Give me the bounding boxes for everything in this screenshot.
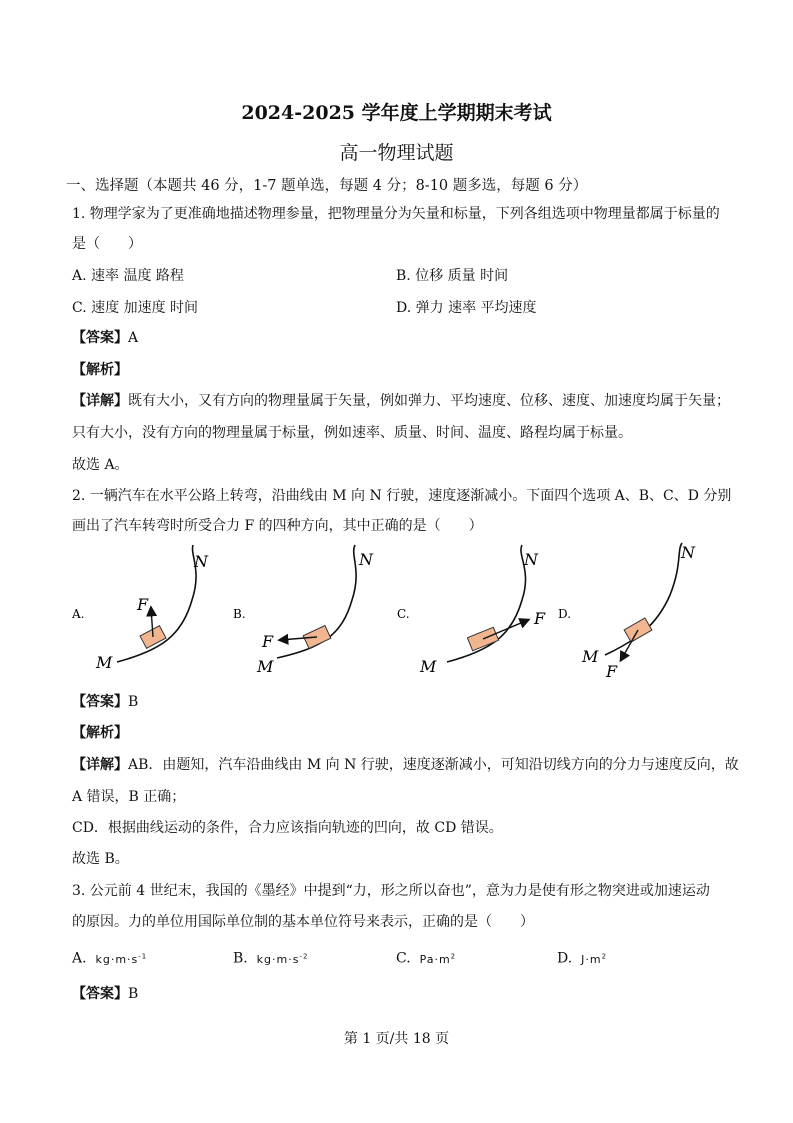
- answer-value: B: [128, 694, 139, 710]
- option-label: C.: [396, 950, 411, 967]
- detail-tag: 【详解】: [72, 757, 128, 773]
- option-label: B.: [233, 950, 248, 967]
- unit-exponent: -2: [299, 952, 309, 960]
- unit-expression: [581, 953, 607, 966]
- point-n: N: [359, 550, 373, 569]
- unit-base: J·m: [581, 952, 602, 966]
- unit-exponent: -1: [138, 952, 148, 960]
- force-label: F: [262, 632, 274, 651]
- answer-value: A: [128, 330, 139, 346]
- diagram-option-a: [72, 545, 209, 672]
- unit-expression: [420, 953, 457, 966]
- point-m: M: [582, 647, 599, 666]
- answer-tag: 【答案】: [72, 694, 128, 710]
- unit-base: Pa·m: [419, 952, 451, 966]
- option-label-c: C.: [397, 607, 410, 621]
- point-n: N: [524, 550, 538, 569]
- force-label: F: [606, 662, 618, 681]
- point-m: M: [257, 657, 274, 676]
- q3-option-a: [72, 946, 147, 970]
- section-heading: 一、选择题（本题共 46 分，1-7 题单选，每题 4 分；8-10 题多选，每题 6 分）: [66, 178, 588, 194]
- q2-conclusion: 故选 B。: [72, 851, 129, 867]
- q1-option-b: B. 位移 质量 时间: [396, 268, 509, 284]
- option-label-b: B.: [233, 607, 246, 621]
- q2-detail-line1: [72, 755, 739, 775]
- answer-tag: 【答案】: [72, 330, 128, 346]
- q1-analysis-tag: [72, 360, 128, 380]
- detail-tag: 【详解】: [72, 393, 128, 409]
- unit-exponent: 2: [450, 952, 457, 960]
- q1-option-a: A. 速率 温度 路程: [72, 268, 184, 284]
- q3-option-d: [557, 946, 607, 970]
- analysis-tag: 【解析】: [72, 362, 128, 378]
- diagram-option-c: [397, 545, 546, 676]
- diagram-option-d: [558, 543, 696, 681]
- unit-expression: [95, 953, 147, 966]
- force-label: F: [534, 609, 546, 628]
- q3-stem-line1: 3. 公元前 4 世纪末，我国的《墨经》中提到“力，形之所以奋也”，意为力是使有形之物突进或加速运动: [72, 883, 710, 899]
- q2-detail-line3: CD．根据曲线运动的条件，合力应该指向轨迹的凹向，故 CD 错误。: [72, 820, 503, 836]
- q3-stem-line2: 的原因。力的单位用国际单位制的基本单位符号来表示，正确的是（ ）: [72, 914, 534, 930]
- q1-stem-line1: 1. 物理学家为了更准确地描述物理参量，把物理量分为矢量和标量，下列各组选项中物理量都属于标量的: [72, 206, 720, 222]
- q2-diagram: [72, 540, 722, 690]
- q2-analysis-tag: [72, 723, 128, 743]
- q1-option-d: D. 弹力 速率 平均速度: [396, 300, 537, 316]
- trajectory-curve: [117, 545, 196, 662]
- point-m: M: [420, 657, 437, 676]
- q3-answer: [72, 984, 138, 1004]
- q2-detail-line2: A 错误，B 正确；: [72, 789, 186, 805]
- trajectory-curve: [605, 543, 682, 655]
- q2-answer: [72, 692, 138, 712]
- q1-detail-line1: [72, 391, 730, 411]
- q2-stem-line1: 2. 一辆汽车在水平公路上转弯，沿曲线由 M 向 N 行驶，速度逐渐减小。下面四个选项 A、B、C、D 分别: [72, 488, 732, 504]
- analysis-tag: 【解析】: [72, 725, 128, 741]
- option-label-a: A.: [72, 607, 85, 621]
- q3-option-c: [396, 946, 456, 970]
- q1-detail-line2: 只有大小，没有方向的物理量属于标量，例如速率、质量、时间、温度、路程均属于标量。: [72, 425, 632, 441]
- point-n: N: [194, 552, 208, 571]
- option-label: D.: [557, 950, 573, 967]
- exam-subtitle: 高一物理试题: [339, 142, 454, 164]
- option-label-d: D.: [558, 607, 572, 621]
- q2-stem-line2: 画出了汽车转弯时所受合力 F 的四种方向，其中正确的是（ ）: [72, 518, 483, 534]
- page-footer: 第 1 页/共 18 页: [343, 1031, 450, 1047]
- unit-exponent: 2: [601, 952, 608, 960]
- q1-answer: [72, 328, 138, 348]
- q1-option-c: C. 速度 加速度 时间: [72, 300, 199, 316]
- q2-diagram-svg: [72, 540, 722, 690]
- q1-conclusion: 故选 A。: [72, 457, 129, 473]
- point-n: N: [681, 543, 695, 562]
- option-label: A.: [72, 950, 87, 967]
- detail-text: AB．由题知，汽车沿曲线由 M 向 N 行驶，速度逐渐减小，可知沿切线方向的分力与速度反向，故: [128, 757, 739, 773]
- q1-stem-line2: 是（ ）: [72, 236, 142, 252]
- q3-option-b: [233, 946, 308, 970]
- diagram-option-b: [233, 545, 374, 676]
- unit-expression: [257, 953, 309, 966]
- detail-text: 既有大小，又有方向的物理量属于矢量，例如弹力、平均速度、位移、速度、加速度均属于矢量；: [128, 393, 730, 409]
- point-m: M: [96, 653, 113, 672]
- force-label: F: [137, 595, 149, 614]
- exam-title: 2024-2025 学年度上学期期末考试: [241, 102, 552, 124]
- answer-value: B: [128, 986, 139, 1002]
- unit-base: kg·m·s: [256, 952, 300, 966]
- unit-base: kg·m·s: [95, 952, 139, 966]
- answer-tag: 【答案】: [72, 986, 128, 1002]
